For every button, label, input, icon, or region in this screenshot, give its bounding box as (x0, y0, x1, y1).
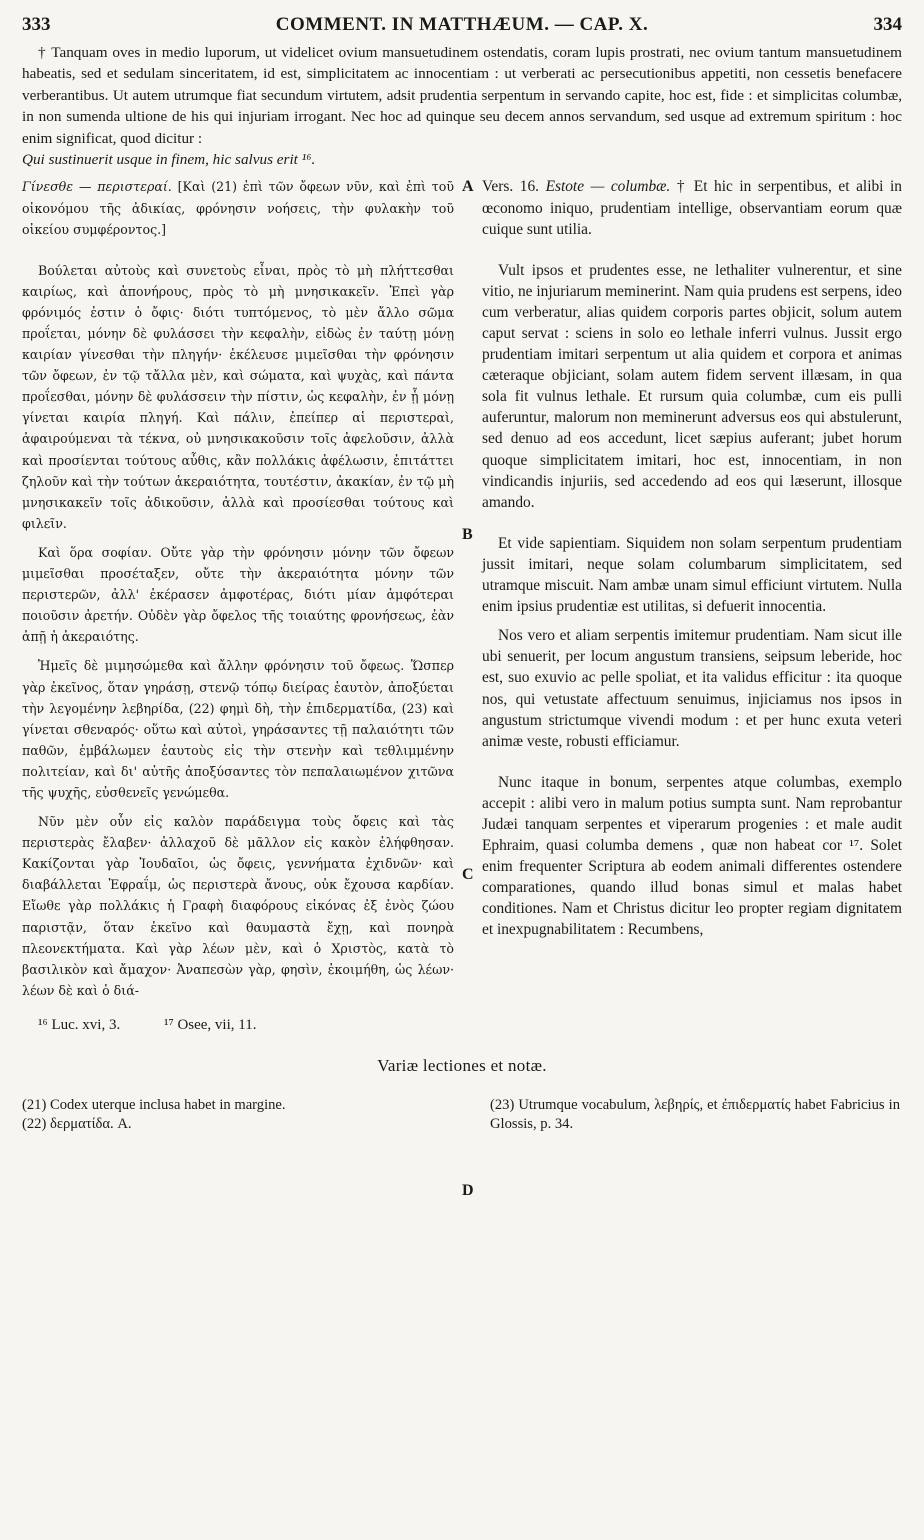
latin-paragraph-2: Et vide sapientiam. Siquidem non solam serpentum prudentiam jussit imitari, neque solam columbarum simplicitatem, sed utramque miscuit. Nam ambæ unam simul efficiunt virtutem. Nulla enim ipsius prudentiæ est utilitas, si defuerit innocentia. (482, 534, 902, 616)
intro-text: † Tanquam oves in medio luporum, ut videlicet ovium mansuetudinem ostendatis, coram lupis prostrati, nec ovium tantum mansuetudinem habeatis, sed et sedulam sinceritatem, id est, simplicitatem ac innocentiam : ut verberati ac persecutionibus appetiti, non cessetis benefacere verberantibus. Ut autem utrumque fiat secundum virtutem, adsit prudentia serpentum in servando capite, hoc est, fide : et simplicitas columbæ, in non sumenda ultione de his qui injuriam irrogant. Nec hoc ad quinque seu decem annos servandum, sed usque ad extremum spiritum : hoc enim significat, quod dicitur : (22, 44, 902, 147)
margin-letter-c: C (462, 866, 474, 884)
footnotes (22, 1017, 902, 1034)
latin-heading: Vers. 16. (482, 178, 539, 196)
latin-paragraph-4: Nunc itaque in bonum, serpentes atque columbas, exemplo accepit : alibi vero in malum potius sumpta sunt. Nam reprobantur Judæi tanquam serpentes et viperarum progenies : et male audit Ephraim, quasi columba demens , quæ non habeat cor ¹⁷. Solet enim frequenter Scriptura ab eodem animali differentes ostendere comparationes, quando illud bonas simul et malas habet conditiones. Nam et Christus dicitur leo propter regiam dignitatem et inexpugnabilitatem : Recumbens, (482, 773, 902, 939)
greek-heading: Γίνεσθε — περιστεραί. (22, 179, 172, 195)
variant-note-22: (22) δερματίδα. A. (22, 1115, 132, 1132)
greek-paragraph-1: Βούλεται αὐτοὺς καὶ συνετοὺς εἶναι, πρὸς τὸ μὴ πλήττεσθαι καιρίως, καὶ ἀπονήρους, πρὸς τὸ μὴ μνησικακεῖν. Ἐπεὶ γὰρ φρόνιμός ἐστιν ὁ ὄφις· διότι τυπτόμενος, τὸ μὲν ἄλλο σῶμα προΐεται, μόνην δὲ φυλάσσει τὴν κεφαλὴν, εἰδὼς ἐν ταύτῃ μόνῃ καιρίαν γίνεσθαι τὴν πληγήν· ἐκέλευσε μιμεῖσθαι τὴν φρόνησιν τῶν ὄφεων, ἐν τῷ τἄλλα μὲν, καὶ σώματα, καὶ ψυχὰς, καὶ πάντα προΐεσθαι, μόνην δὲ φυλάσσειν τὴν πίστιν, ὡς κεφαλὴν, ἐν ᾗ μόνῃ γίνεται καιρία πληγή. Καὶ πάλιν, ἐπείπερ αἱ περιστεραὶ, ἀφαιρούμεναι τὰ τέκνα, οὐ μνησικακοῦσιν τοῖς ἀφελοῦσιν, ἀλλὰ καὶ προσίενται τούτους αὖθις, κἂν πολλάκις ἀφέλωσιν, ἐπιτάττει ζηλοῦν καὶ τὴν τούτων ἀκεραιότητα, τουτέστιν, ἀκακίαν, ἐν τῷ μὴ μνησικακεῖν τοῖς ἀδικοῦσιν, ἀλλὰ καὶ προσίεσθαι τούτους καὶ φιλεῖν. (22, 262, 454, 531)
latin-column (476, 176, 902, 1008)
greek-heading-rest: [Καὶ (21) ἐπὶ τῶν ὄφεων νῦν, καὶ ἐπὶ τοῦ οἰκονόμου τῆς ἀδικίας, φρόνησιν νοήσεις, τὴν φυλακὴν τοῦ οἰκείου συμφέροντος.] (22, 179, 454, 237)
right-page-number: 334 (873, 14, 902, 35)
running-header (22, 14, 902, 40)
latin-heading-rest: † Et hic in serpentibus, et alibi in œconomo iniquo, prudentiam intellige, observantiam eorum quæ cuique sunt utilia. (482, 178, 902, 238)
footnote-16: ¹⁶ Luc. xvi, 3. (38, 1016, 121, 1033)
latin-paragraph-1: Vult ipsos et prudentes esse, ne lethaliter vulnerentur, et sine vitio, ne injuriarum meminerint. Nam quia prudens est serpens, ideo cum verberatur, alias quidem corporis partes objicit, solum autem caput servat : sciens in solo eo lethale inferri vulnus. Jussit ergo prudentiam imitari serpentum ut alia quidem et corpora et animas cæteraque objiciant, solam autem fidem servent illæsam, in qua sola fit vulnus lethale. Et rursum quia columbæ, cum eis pulli auferuntur, malorum non meminerunt adversus eos qui abstulerunt, sed denuo ad eos accedunt, licet sæpius auferant; jubet horum quoque simplicitatem imitari, hoc est, innocentiam, in non vindicandis injuriis, sed accedendo ad eos qui læserunt, illosque amando. (482, 261, 902, 511)
greek-paragraph-4: Νῦν μὲν οὖν εἰς καλὸν παράδειγμα τοὺς ὄφεις καὶ τὰς περιστερὰς ἔλαβεν· ἀλλαχοῦ δὲ μᾶλλον εἰς κακὸν ἐλήφθησαν. Κακίζονται γὰρ Ἰουδαῖοι, ὡς ὄφεις, γεννήματα ἐχιδνῶν· καὶ διαβάλλεται Ἐφραΐμ, ὡς περιστερὰ ἄνους, οὐκ ἔχουσα καρδίαν. Εἴωθε γὰρ πολλάκις ἡ Γραφὴ διαφόρους εἰκόνας ἐξ ἑνὸς ζώου παριστᾷν, ὅταν ἐκεῖνο καὶ θαυμαστὰ ἔχῃ, καὶ πονηρὰ πλεονεκτήματα. Καὶ γὰρ λέων μὲν, καὶ ὁ Χριστὸς, κατὰ τὸ βασιλικὸν καὶ ἄμαχον· Ἀναπεσὼν γὰρ, φησὶν, ἐκοιμήθη, ὡς λέων· λέων δὲ καὶ ὁ διά- (22, 814, 454, 998)
variae-lectiones (22, 1096, 902, 1134)
margin-letter-a: A (462, 178, 474, 196)
variae-lectiones-title: Variæ lectiones et notæ. (377, 1055, 547, 1075)
latin-heading-italic: Estote — columbæ. (545, 178, 671, 196)
left-page-number: 333 (22, 14, 51, 35)
latin-paragraph-3: Nos vero et aliam serpentis imitemur prudentiam. Nam sicut ille ubi senuerit, per locum angustum transiens, seipsum leberide, hoc est, suo exuvio ac pelle spoliat, et ita validus efficitur : ita quoque nos, qui vetustate affectuum senuimus, injiciamus nos ipsos in angustum strictumque vivendi modum : et per hunc exuta veteri animæ veste, robusti efficiamur. (482, 627, 902, 750)
intro-paragraph (22, 42, 902, 170)
variant-note-21: (21) Codex uterque inclusa habet in margine. (22, 1096, 286, 1113)
intro-quote: Qui sustinuerit usque in finem, hic salvus erit ¹⁶. (22, 151, 316, 169)
margin-letter-b: B (462, 526, 473, 544)
margin-letter-d: D (462, 1182, 474, 1200)
greek-column (22, 176, 460, 1008)
footnote-17: ¹⁷ Osee, vii, 11. (163, 1016, 257, 1033)
page (22, 14, 902, 1200)
greek-paragraph-3: Ἡμεῖς δὲ μιμησώμεθα καὶ ἄλλην φρόνησιν τοῦ ὄφεως. Ὥσπερ γὰρ ἐκεῖνος, ὅταν γηράσῃ, στενῷ τόπῳ διείρας ἑαυτὸν, ἀποξύεται τὴν λεγομένην λεβηρίδα, (22) φημὶ δὴ, τὴν ἐπιδερματίδα, (23) καὶ γίνεται σθεναρός· οὕτω καὶ αὐτοὶ, γηράσαντες τῇ παλαιότητι τῶν παθῶν, ἐμβάλωμεν ἑαυτοὺς εἰς τὴν στενὴν καὶ τεθλιμμένην πολιτείαν, καὶ δι' αὐτῆς ἀποξύσαντες τὸν πεπαλαιωμένον χιτῶνα τῆς ψυχῆς, εὐσθενεῖς γενώμεθα. (22, 658, 454, 800)
variant-note-23: (23) Utrumque vocabulum, λεβηρίς, et ἐπιδερματίς habet Fabricius in Glossis, p. 34. (490, 1096, 900, 1132)
running-title: COMMENT. IN MATTHÆUM. — CAP. X. (275, 14, 649, 35)
margin-letters (460, 176, 476, 1200)
greek-paragraph-2: Καὶ ὅρα σοφίαν. Οὔτε γὰρ τὴν φρόνησιν μόνην τῶν ὄφεων μιμεῖσθαι προσέταξεν, οὔτε τὴν ἀκεραιότητα μόνην τῶν περιστερῶν, ἀλλ' ἐκέρασεν ἀμφοτέρας, διότι μίαν ἀμφότεραι ποιοῦσιν ἀρετήν. Οὐδὲν γὰρ ὄφελος τῆς τοιαύτης φρονήσεως, ἐὰν ἀπῇ ἡ ἀκεραιότης. (22, 544, 454, 645)
